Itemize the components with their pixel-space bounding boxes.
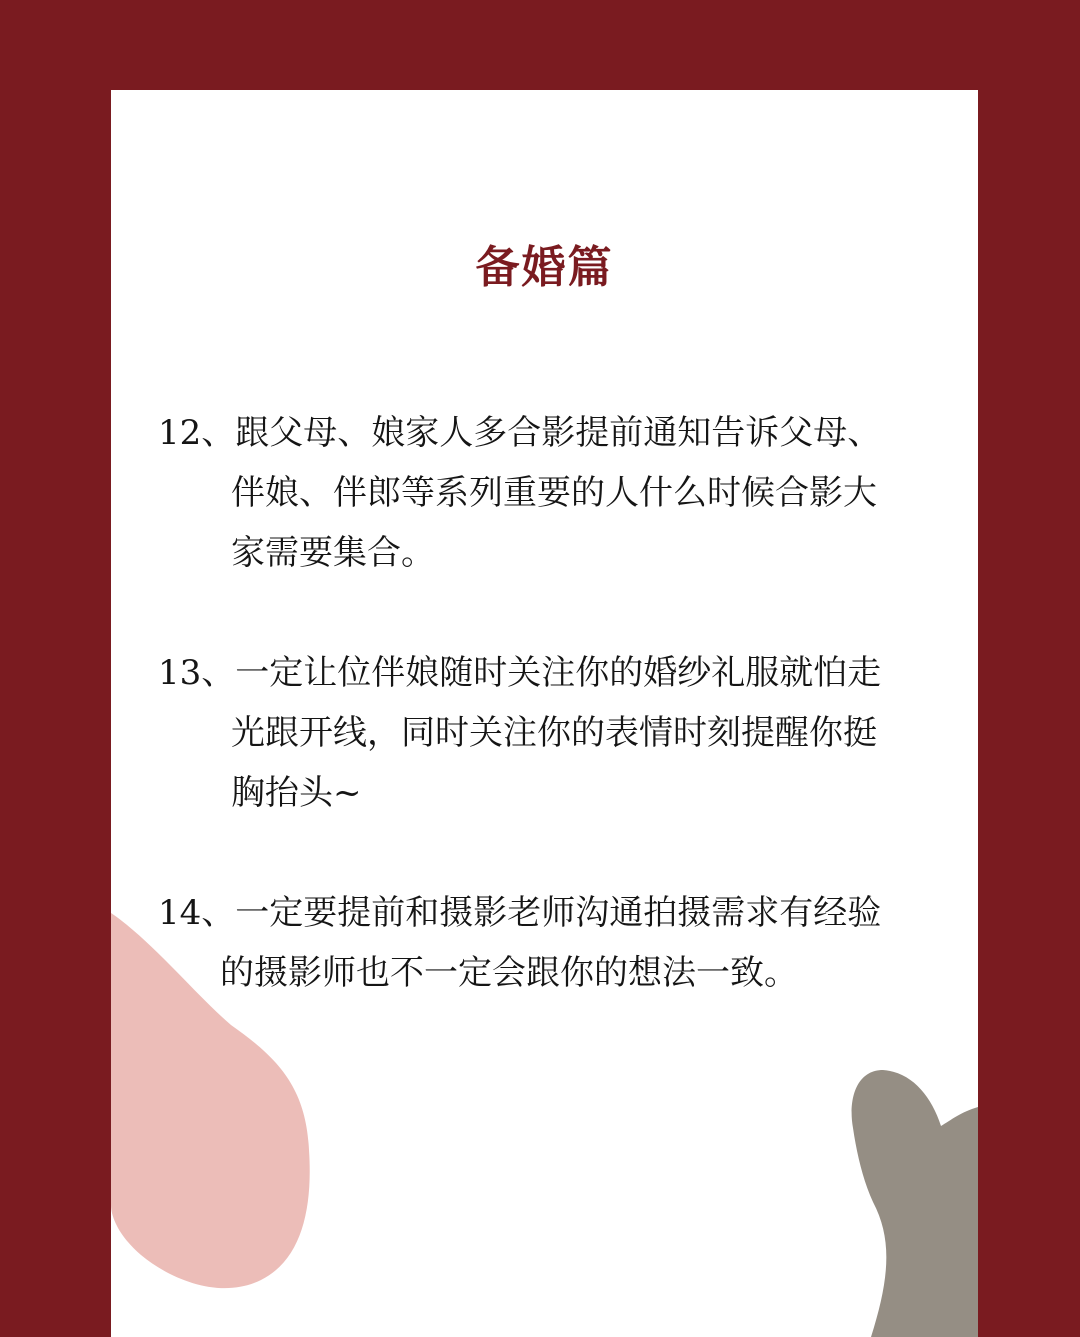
list-item-first-line xyxy=(158,883,881,943)
list-item xyxy=(158,883,881,1003)
item-text: 伴娘、伴郎等系列重要的人什么时候合影大 xyxy=(231,473,877,513)
item-text: 胸抬头~ xyxy=(231,773,362,813)
item-number: 14、 xyxy=(158,893,236,933)
item-text: 一定要提前和摄影老师沟通拍摄需求有经验 xyxy=(235,893,882,933)
item-number: 12、 xyxy=(158,413,236,453)
item-text: 一定让位伴娘随时关注你的婚纱礼服就怕走 xyxy=(235,653,882,693)
item-text: 的摄影师也不一定会跟你的想法一致。 xyxy=(220,953,798,993)
item-text: 光跟开线，同时关注你的表情时刻提醒你挺 xyxy=(231,713,877,753)
content-card xyxy=(111,90,978,1337)
page-title: 备婚篇 xyxy=(475,242,614,293)
gray-blob-shape xyxy=(852,1070,978,1337)
list-item-first-line xyxy=(158,643,881,703)
item-number: 13、 xyxy=(158,653,236,693)
list-item xyxy=(158,403,881,583)
list-item-first-line xyxy=(158,403,881,463)
item-text: 家需要集合。 xyxy=(231,533,435,573)
list-item xyxy=(158,643,881,823)
item-text: 跟父母、娘家人多合影提前通知告诉父母、 xyxy=(235,413,882,453)
